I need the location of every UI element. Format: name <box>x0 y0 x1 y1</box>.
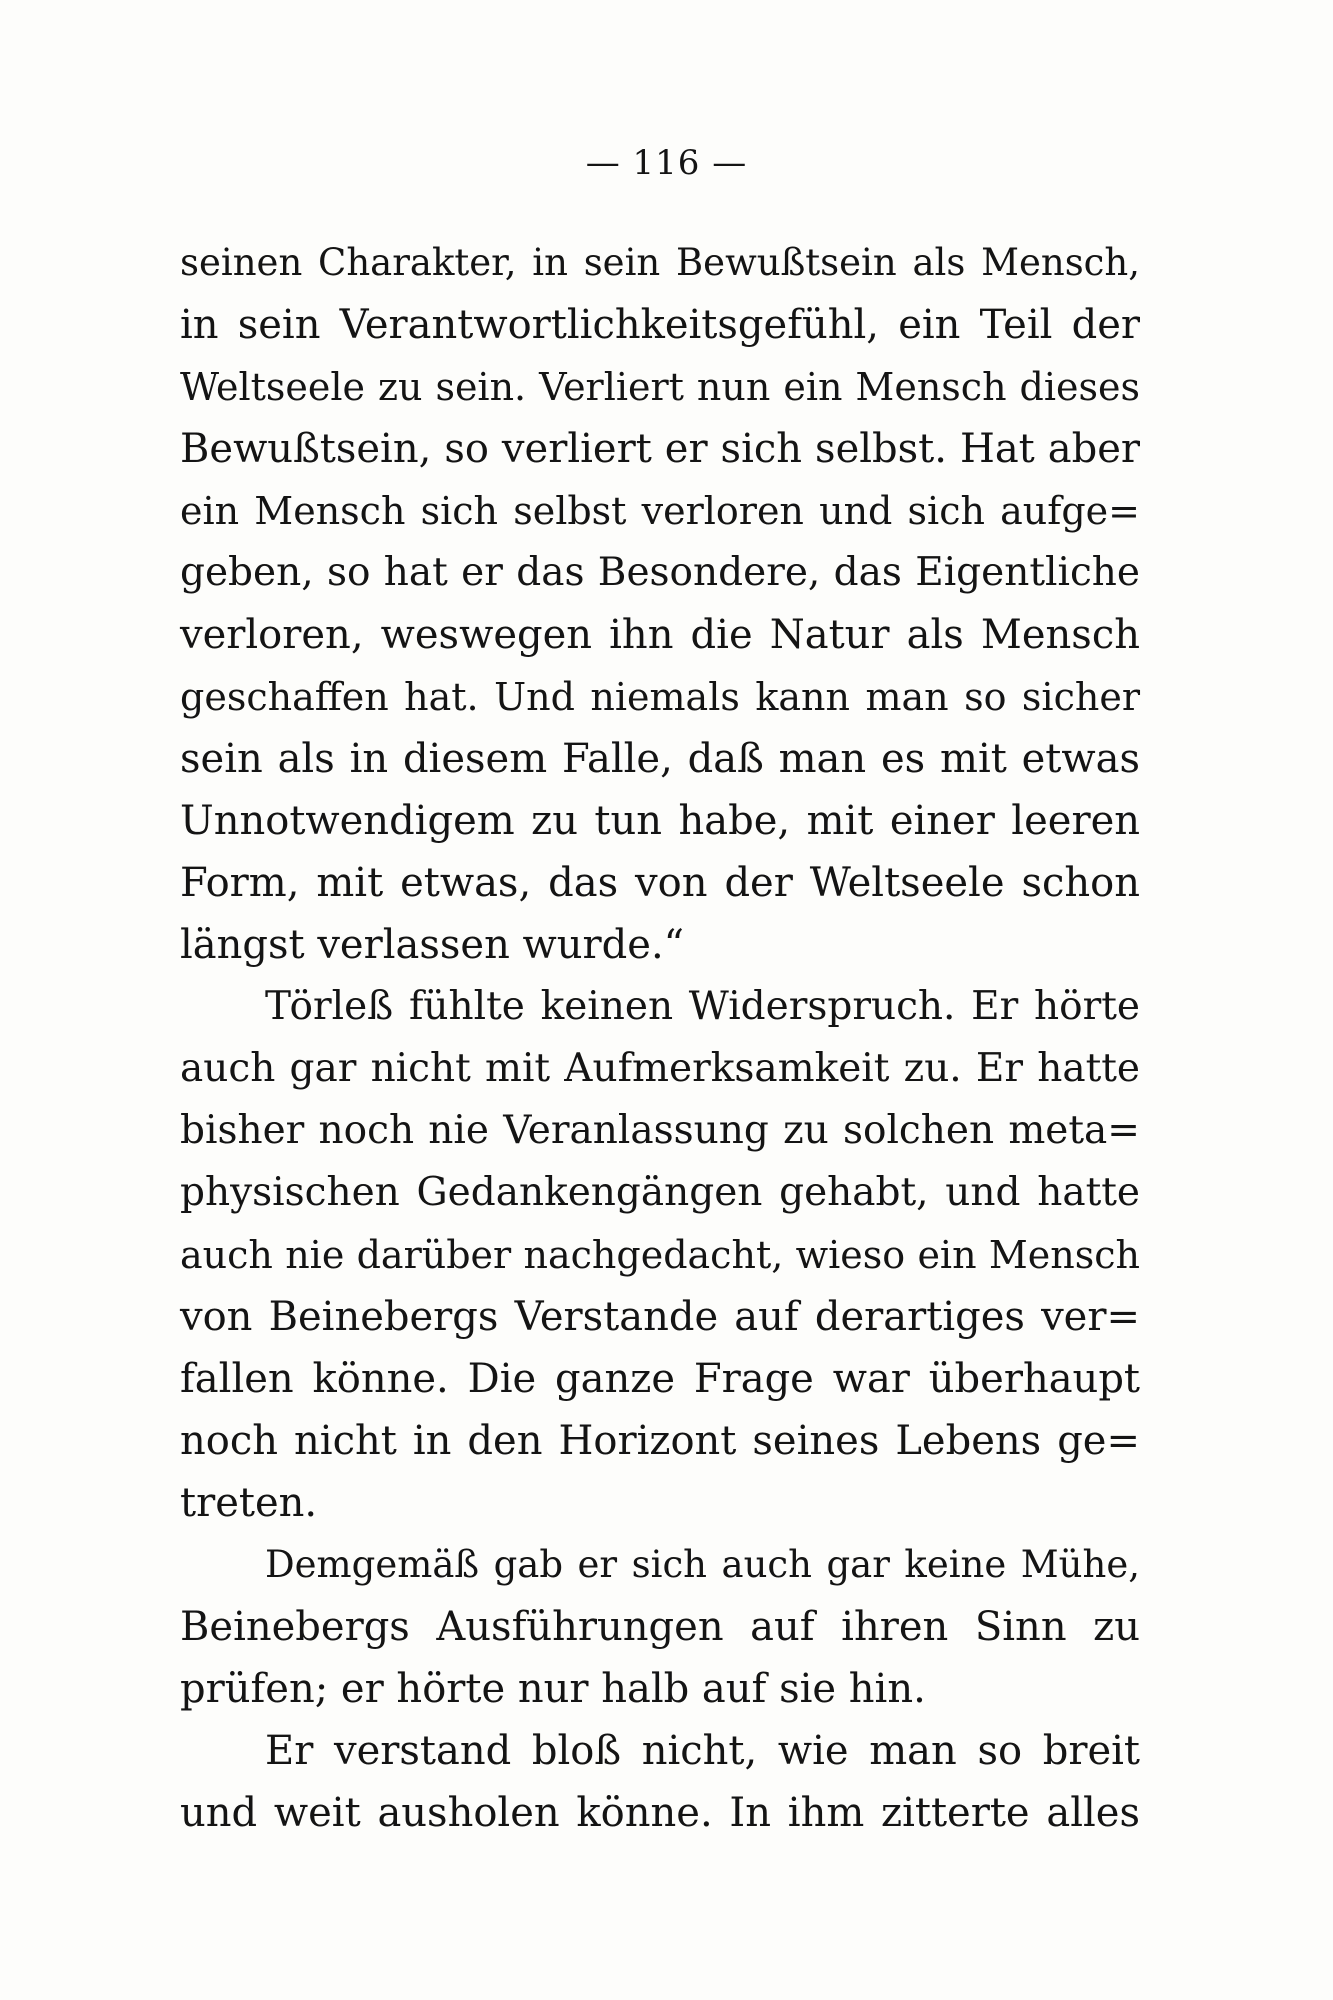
text-line: Beinebergs Ausführungen auf ihren Sinn zu <box>180 1604 1140 1650</box>
text-line: fallen könne. Die ganze Frage war überhaupt <box>180 1356 1140 1402</box>
text-line: ein Mensch sich selbst verloren und sich aufge= <box>180 489 1140 533</box>
text-line: auch gar nicht mit Aufmerksamkeit zu. Er hatte <box>180 1046 1140 1091</box>
text-line: in sein Verantwortlichkeitsgefühl, ein Teil der <box>180 302 1140 348</box>
paragraph <box>180 1720 1140 1844</box>
text-line: Er verstand bloß nicht, wie man so breit <box>265 1728 1140 1774</box>
text-line: Törleß fühlte keinen Widerspruch. Er hörte <box>265 984 1140 1029</box>
page-number: — 116 — <box>585 143 748 183</box>
text-line: seinen Charakter, in sein Bewußtsein als Mensch, <box>180 241 1140 284</box>
text-line: bisher noch nie Veranlassung zu solchen meta= <box>180 1108 1140 1153</box>
text-line: noch nicht in den Horizont seines Lebens ge= <box>180 1418 1140 1464</box>
text-line: und weit ausholen könne. In ihm zitterte alles <box>180 1790 1140 1836</box>
text-line: Bewußtsein, so verliert er sich selbst. Hat aber <box>180 426 1140 472</box>
text-line: geschaffen hat. Und niemals kann man so sicher <box>180 675 1140 719</box>
body-text <box>180 232 1140 1844</box>
paragraph <box>180 976 1140 1534</box>
paragraph <box>180 1534 1140 1720</box>
text-line: Unnotwendigem zu tun habe, mit einer leeren <box>180 798 1140 844</box>
text-line: längst verlassen wurde.“ <box>180 922 685 968</box>
text-line: Demgemäß gab er sich auch gar keine Mühe, <box>265 1543 1140 1586</box>
text-line: Weltseele zu sein. Verliert nun ein Mensch dieses <box>180 365 1140 409</box>
text-line: auch nie darüber nachgedacht, wieso ein Mensch <box>180 1233 1140 1277</box>
text-line: physischen Gedankengängen gehabt, und hatte <box>180 1170 1140 1215</box>
text-line: verloren, weswegen ihn die Natur als Mensch <box>180 612 1140 658</box>
text-line: von Beinebergs Verstande auf derartiges ver= <box>180 1294 1140 1340</box>
text-line: treten. <box>180 1480 318 1526</box>
text-line: Form, mit etwas, das von der Weltseele schon <box>180 860 1140 906</box>
text-line: geben, so hat er das Besondere, das Eigentliche <box>180 550 1140 595</box>
paragraph <box>180 232 1140 976</box>
text-line: sein als in diesem Falle, daß man es mit etwas <box>180 736 1140 782</box>
text-line: prüfen; er hörte nur halb auf sie hin. <box>180 1666 926 1712</box>
